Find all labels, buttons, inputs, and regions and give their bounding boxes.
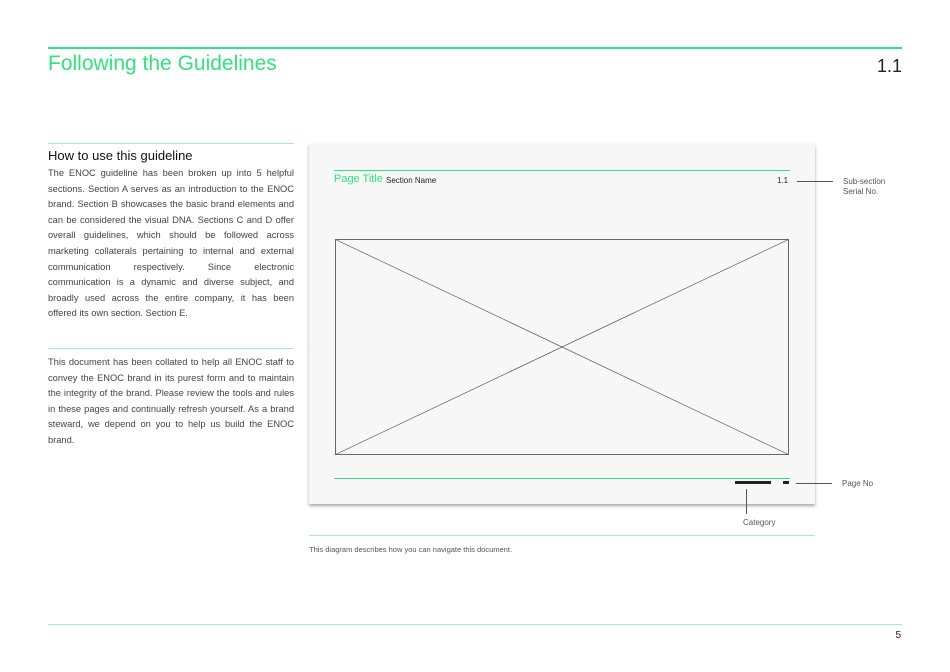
image-placeholder [335,239,789,455]
diagram-caption: This diagram describes how you can navigate this document. [309,545,513,554]
mini-section-number: 1.1 [777,176,789,185]
mini-page-title: Page Title [334,173,383,185]
caption-rule [309,535,815,536]
guide-paragraph-2: This document has been collated to help all ENOC staff to convey the ENOC brand in its purest form and to maintain the integrity of the brand. Please review the tools and rules in these pages and continually refresh yourself. As a brand steward, we depend on you to help us build the ENOC brand. [48,357,294,445]
header-rule [48,47,902,49]
guide-paragraph-1: The ENOC guideline has been broken up into 5 helpful sections. Section A serves as an introduction to the ENOC brand. Section B showcases the basic brand elements and can be considered the visual DNA. Sections C and D offer overall guidelines, which should be followed across marketing collaterals pertaining to internal and external communication respectively. Since electronic communication is a dynamic and diverse subject, and broadly used across the entire company, it has been offered its own section. Section E. [48,168,294,319]
callout-page-number: Page No [842,479,874,488]
mini-section-name: Section Name [386,176,437,185]
guide-heading: How to use this guideline [48,148,193,163]
page-title: Following the Guidelines [48,52,277,75]
footer-rule [48,624,902,625]
mini-header-rule [334,170,790,171]
page-leader-line [796,483,832,484]
category-leader-line [746,489,747,514]
paragraph-divider [48,348,294,349]
mini-footer-rule [334,478,790,479]
serial-leader-line [797,181,833,182]
category-bar [735,481,771,484]
guide-heading-rule [48,143,294,144]
section-number: 1.1 [876,56,902,76]
callout-category: Category [743,518,776,527]
callout-serial-number: Sub-section Serial No. [843,177,886,196]
page-number: 5 [895,630,901,641]
page-number-mark [783,481,789,484]
